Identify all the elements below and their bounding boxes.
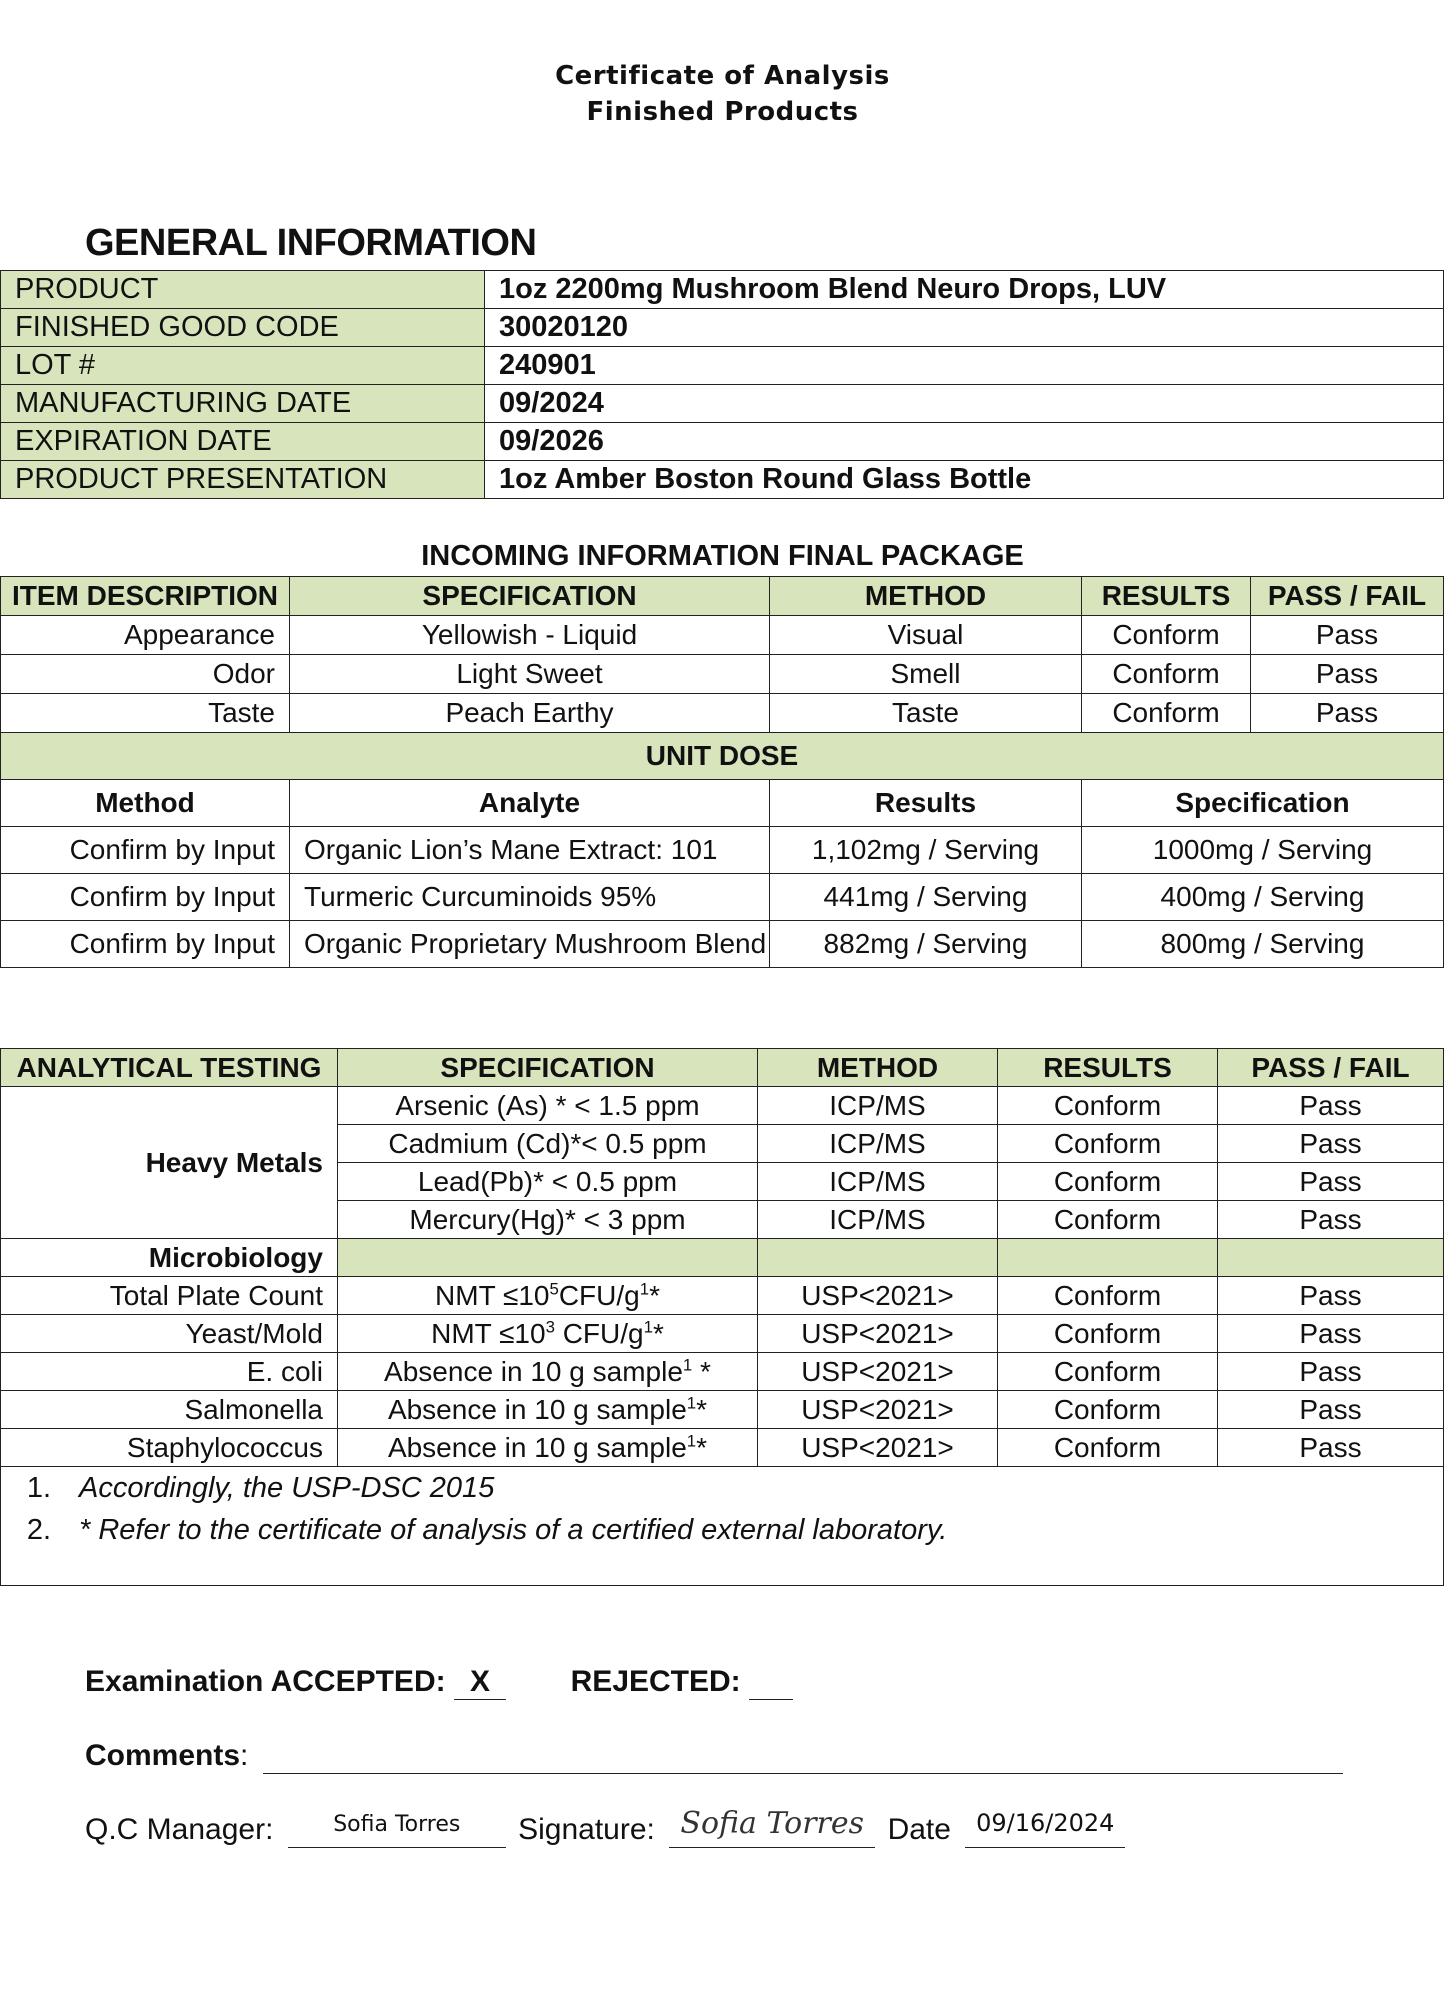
comments-row: Comments: xyxy=(85,1739,1343,1774)
spec-superscript: 5 xyxy=(549,1279,559,1299)
spec-superscript: 1 xyxy=(682,1355,693,1375)
signature-image: Sofia Torres xyxy=(680,1806,865,1841)
incoming-cell: Light Sweet xyxy=(290,655,770,694)
general-info-value: 09/2024 xyxy=(485,385,1444,423)
microbiology-method: USP<2021> xyxy=(758,1353,998,1391)
microbiology-method: USP<2021> xyxy=(758,1277,998,1315)
unit-dose-title-row xyxy=(1,733,1444,780)
unit-dose-header-cell: Results xyxy=(770,780,1082,827)
microbiology-result: Conform xyxy=(998,1277,1218,1315)
footnote-text: Accordingly, the USP-DSC 2015 xyxy=(79,1472,495,1504)
heavy-metals-row xyxy=(1,1087,1444,1125)
general-info-value: 1oz Amber Boston Round Glass Bottle xyxy=(485,461,1444,499)
microbiology-result: Conform xyxy=(998,1315,1218,1353)
microbiology-row xyxy=(1,1353,1444,1391)
incoming-header-cell: SPECIFICATION xyxy=(290,577,770,616)
incoming-header-cell: PASS / FAIL xyxy=(1251,577,1444,616)
heavy-metals-cell: Conform xyxy=(998,1201,1218,1239)
incoming-header-cell: METHOD xyxy=(770,577,1082,616)
microbiology-fill-cell xyxy=(1218,1239,1444,1277)
heavy-metals-cell: Arsenic (As) * < 1.5 ppm xyxy=(338,1087,758,1125)
date-value: 09/16/2024 xyxy=(976,1809,1115,1837)
incoming-row xyxy=(1,694,1444,733)
analytical-header-cell: METHOD xyxy=(758,1049,998,1087)
microbiology-result: Conform xyxy=(998,1429,1218,1467)
heavy-metals-cell: Conform xyxy=(998,1087,1218,1125)
unit-dose-cell: Turmeric Curcuminoids 95% xyxy=(290,874,770,921)
accepted-field[interactable] xyxy=(454,1665,506,1700)
microbiology-method: USP<2021> xyxy=(758,1391,998,1429)
rejected-label: REJECTED: xyxy=(570,1665,741,1698)
microbiology-item: E. coli xyxy=(1,1353,338,1391)
spec-superscript: 1 xyxy=(686,1431,697,1451)
general-info-value: 240901 xyxy=(485,347,1444,385)
general-information-table xyxy=(0,270,1444,499)
spec-unit: CFU/g xyxy=(554,1317,644,1349)
analytical-header-cell: SPECIFICATION xyxy=(338,1049,758,1087)
microbiology-row xyxy=(1,1429,1444,1467)
incoming-cell: Odor xyxy=(1,655,290,694)
microbiology-fill-cell xyxy=(338,1239,758,1277)
heavy-metals-cell: Pass xyxy=(1218,1125,1444,1163)
heavy-metals-cell: Pass xyxy=(1218,1163,1444,1201)
heavy-metals-label: Heavy Metals xyxy=(1,1087,338,1239)
analytical-header-cell: ANALYTICAL TESTING xyxy=(1,1049,338,1087)
footnote-line xyxy=(1,1467,1443,1509)
microbiology-pass-fail: Pass xyxy=(1218,1277,1444,1315)
spec-text: NMT ≤10 xyxy=(435,1279,550,1311)
spec-superscript: 1 xyxy=(686,1393,697,1413)
general-info-value: 30020120 xyxy=(485,309,1444,347)
spec-unit: * xyxy=(696,1393,708,1425)
incoming-cell: Visual xyxy=(770,616,1082,655)
microbiology-row xyxy=(1,1277,1444,1315)
spec-unit: * xyxy=(696,1431,708,1463)
footnote-number: 2. xyxy=(26,1514,51,1546)
incoming-cell: Conform xyxy=(1082,694,1251,733)
spec-footnote-ref: 1 xyxy=(639,1279,650,1299)
spec-asterisk: * xyxy=(649,1279,660,1311)
analytical-testing-table xyxy=(0,1048,1444,1586)
document-subtitle: Finished Products xyxy=(586,97,859,127)
unit-dose-row xyxy=(1,874,1444,921)
accepted-value: X xyxy=(469,1665,490,1698)
heavy-metals-cell: Pass xyxy=(1218,1087,1444,1125)
microbiology-fill-cell xyxy=(758,1239,998,1277)
incoming-row xyxy=(1,655,1444,694)
microbiology-row xyxy=(1,1391,1444,1429)
microbiology-label-row xyxy=(1,1239,1444,1277)
qc-manager-label: Q.C Manager: xyxy=(85,1813,274,1846)
microbiology-spec xyxy=(338,1391,758,1429)
unit-dose-header-cell: Method xyxy=(1,780,290,827)
incoming-header-cell: ITEM DESCRIPTION xyxy=(1,577,290,616)
unit-dose-cell: 400mg / Serving xyxy=(1082,874,1444,921)
heavy-metals-cell: ICP/MS xyxy=(758,1087,998,1125)
unit-dose-header-cell: Specification xyxy=(1082,780,1444,827)
microbiology-spec xyxy=(338,1353,758,1391)
incoming-cell: Taste xyxy=(1,694,290,733)
spec-unit: * xyxy=(692,1355,711,1387)
microbiology-item: Salmonella xyxy=(1,1391,338,1429)
general-info-label: PRODUCT PRESENTATION xyxy=(1,461,485,499)
unit-dose-row xyxy=(1,921,1444,968)
date-label: Date xyxy=(887,1813,951,1846)
unit-dose-header-row xyxy=(1,780,1444,827)
microbiology-item: Yeast/Mold xyxy=(1,1315,338,1353)
general-info-value: 1oz 2200mg Mushroom Blend Neuro Drops, LUV xyxy=(485,271,1444,309)
incoming-cell: Taste xyxy=(770,694,1082,733)
unit-dose-title: UNIT DOSE xyxy=(1,733,1444,780)
microbiology-result: Conform xyxy=(998,1391,1218,1429)
general-info-label: PRODUCT xyxy=(1,271,485,309)
accepted-label: Examination ACCEPTED: xyxy=(85,1665,446,1698)
examination-row xyxy=(85,1665,793,1700)
analytical-header-row xyxy=(1,1049,1444,1087)
heavy-metals-cell: Conform xyxy=(998,1125,1218,1163)
microbiology-item: Staphylococcus xyxy=(1,1429,338,1467)
general-info-row xyxy=(1,309,1444,347)
heavy-metals-cell: Conform xyxy=(998,1163,1218,1201)
incoming-cell: Pass xyxy=(1251,655,1444,694)
document-title: Certificate of Analysis xyxy=(555,61,890,91)
spec-text: Absence in 10 g sample xyxy=(387,1431,687,1463)
unit-dose-cell: Organic Lion’s Mane Extract: 101 xyxy=(290,827,770,874)
heavy-metals-cell: Lead(Pb)* < 0.5 ppm xyxy=(338,1163,758,1201)
incoming-information-title: INCOMING INFORMATION FINAL PACKAGE xyxy=(421,540,1024,572)
microbiology-row xyxy=(1,1315,1444,1353)
incoming-information-table xyxy=(0,576,1444,968)
microbiology-method: USP<2021> xyxy=(758,1429,998,1467)
unit-dose-cell: 441mg / Serving xyxy=(770,874,1082,921)
footnote-text: * Refer to the certificate of analysis of a certified external laboratory. xyxy=(79,1514,948,1546)
spec-superscript: 3 xyxy=(545,1317,555,1337)
unit-dose-cell: Organic Proprietary Mushroom Blend xyxy=(290,921,770,968)
incoming-cell: Peach Earthy xyxy=(290,694,770,733)
microbiology-pass-fail: Pass xyxy=(1218,1315,1444,1353)
comments-field[interactable] xyxy=(263,1739,1343,1774)
general-info-row xyxy=(1,271,1444,309)
general-info-label: MANUFACTURING DATE xyxy=(1,385,485,423)
general-info-label: FINISHED GOOD CODE xyxy=(1,309,485,347)
heavy-metals-cell: ICP/MS xyxy=(758,1163,998,1201)
general-information-title: GENERAL INFORMATION xyxy=(85,222,537,264)
unit-dose-header-cell: Analyte xyxy=(290,780,770,827)
microbiology-pass-fail: Pass xyxy=(1218,1353,1444,1391)
microbiology-spec xyxy=(338,1429,758,1467)
footnotes-cell xyxy=(1,1467,1444,1586)
footnote-line xyxy=(1,1509,1443,1551)
general-info-row xyxy=(1,347,1444,385)
incoming-cell: Appearance xyxy=(1,616,290,655)
incoming-cell: Pass xyxy=(1251,616,1444,655)
unit-dose-cell: 800mg / Serving xyxy=(1082,921,1444,968)
incoming-header-row xyxy=(1,577,1444,616)
qc-manager-field[interactable] xyxy=(288,1813,506,1848)
rejected-field[interactable] xyxy=(749,1665,793,1700)
qc-manager-name: Sofia Torres xyxy=(333,1812,461,1837)
microbiology-result: Conform xyxy=(998,1353,1218,1391)
spec-asterisk: * xyxy=(652,1317,664,1349)
signoff-row xyxy=(85,1806,1125,1848)
analytical-header-cell: PASS / FAIL xyxy=(1218,1049,1444,1087)
microbiology-pass-fail: Pass xyxy=(1218,1429,1444,1467)
general-info-label: LOT # xyxy=(1,347,485,385)
unit-dose-cell: 1,102mg / Serving xyxy=(770,827,1082,874)
incoming-cell: Conform xyxy=(1082,616,1251,655)
unit-dose-cell: 1000mg / Serving xyxy=(1082,827,1444,874)
unit-dose-row xyxy=(1,827,1444,874)
unit-dose-cell: Confirm by Input xyxy=(1,874,290,921)
microbiology-pass-fail: Pass xyxy=(1218,1391,1444,1429)
microbiology-spec xyxy=(338,1277,758,1315)
microbiology-spec xyxy=(338,1315,758,1353)
general-info-value: 09/2026 xyxy=(485,423,1444,461)
incoming-cell: Yellowish - Liquid xyxy=(290,616,770,655)
unit-dose-cell: 882mg / Serving xyxy=(770,921,1082,968)
incoming-header-cell: RESULTS xyxy=(1082,577,1251,616)
incoming-cell: Smell xyxy=(770,655,1082,694)
signature-field[interactable] xyxy=(669,1806,875,1848)
incoming-cell: Conform xyxy=(1082,655,1251,694)
microbiology-item: Total Plate Count xyxy=(1,1277,338,1315)
general-info-row xyxy=(1,385,1444,423)
microbiology-label: Microbiology xyxy=(1,1239,338,1277)
unit-dose-cell: Confirm by Input xyxy=(1,827,290,874)
general-info-row xyxy=(1,461,1444,499)
heavy-metals-cell: Pass xyxy=(1218,1201,1444,1239)
general-info-row xyxy=(1,423,1444,461)
spec-text: NMT ≤10 xyxy=(431,1317,546,1349)
spec-text: Absence in 10 g sample xyxy=(387,1393,687,1425)
analytical-header-cell: RESULTS xyxy=(998,1049,1218,1087)
heavy-metals-cell: Mercury(Hg)* < 3 ppm xyxy=(338,1201,758,1239)
spec-unit: CFU/g xyxy=(558,1279,640,1311)
date-field[interactable] xyxy=(965,1809,1125,1848)
unit-dose-cell: Confirm by Input xyxy=(1,921,290,968)
general-info-label: EXPIRATION DATE xyxy=(1,423,485,461)
footnote-number: 1. xyxy=(26,1472,51,1504)
spec-text: Absence in 10 g sample xyxy=(384,1355,683,1387)
signature-label: Signature: xyxy=(518,1813,655,1846)
incoming-row xyxy=(1,616,1444,655)
comments-label: Comments xyxy=(85,1739,241,1772)
microbiology-method: USP<2021> xyxy=(758,1315,998,1353)
microbiology-fill-cell xyxy=(998,1239,1218,1277)
heavy-metals-cell: ICP/MS xyxy=(758,1125,998,1163)
document-header xyxy=(0,58,1445,130)
footnotes-row xyxy=(1,1467,1444,1586)
heavy-metals-cell: Cadmium (Cd)*< 0.5 ppm xyxy=(338,1125,758,1163)
heavy-metals-cell: ICP/MS xyxy=(758,1201,998,1239)
spec-footnote-ref: 1 xyxy=(643,1317,653,1337)
incoming-cell: Pass xyxy=(1251,694,1444,733)
